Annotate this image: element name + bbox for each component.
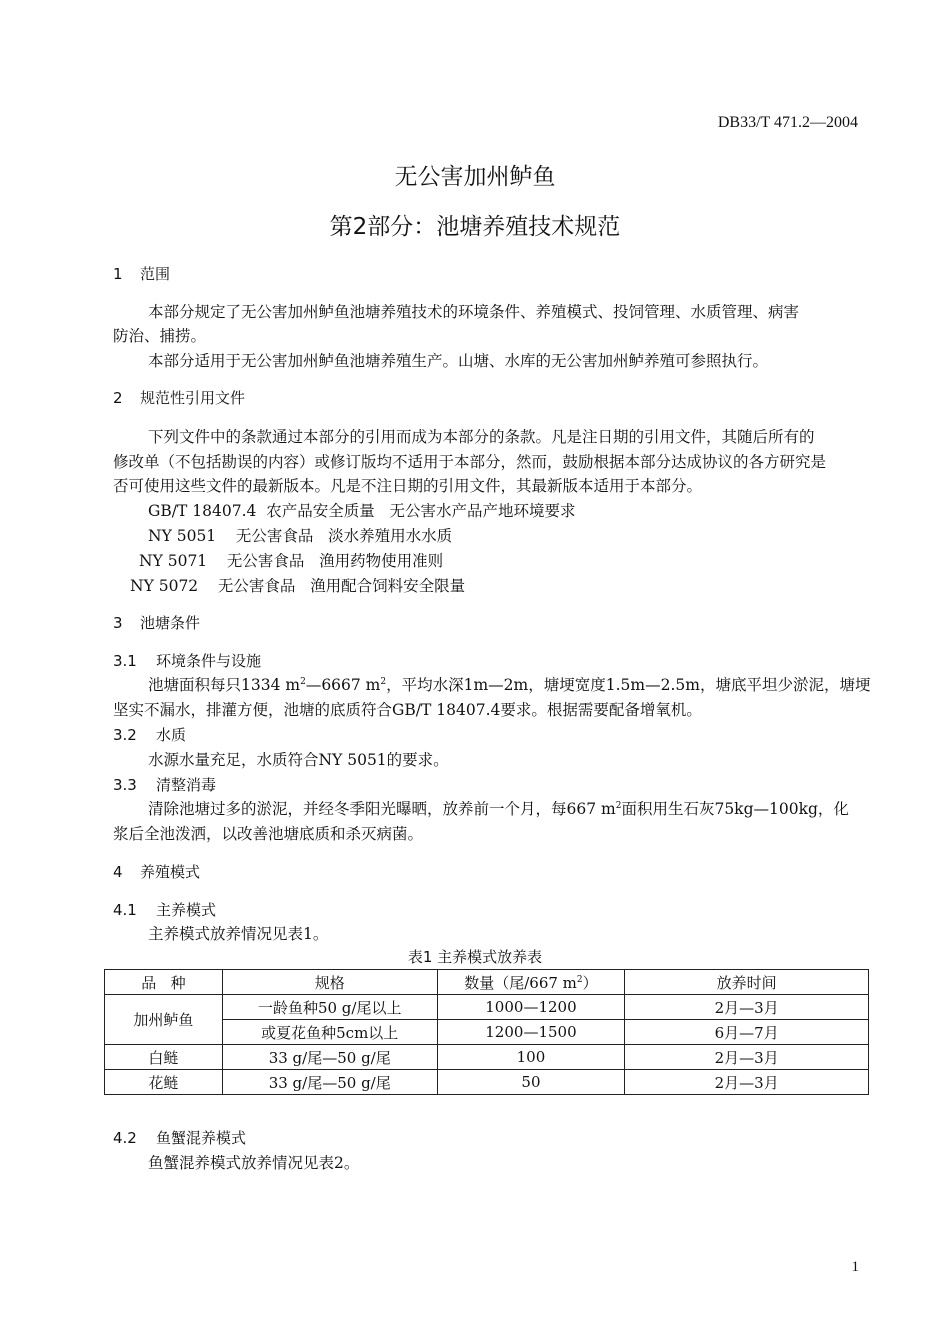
paragraph-line: 本部分规定了无公害加州鲈鱼池塘养殖技术的环境条件、养殖模式、投饲管理、水质管理、病害 [148, 303, 800, 321]
section-title: 范围 [140, 265, 171, 283]
section-4-heading [113, 861, 200, 882]
table-cell: 或夏花鱼种5cm以上 [222, 1020, 437, 1045]
subsection-title: 主养模式 [156, 901, 217, 919]
table-cell: 6月—7月 [625, 1020, 869, 1045]
subsection-title: 清整消毒 [156, 776, 217, 794]
subsection-3-3-heading [113, 774, 216, 795]
table-header-row [105, 970, 869, 995]
paragraph-line: 防治、捕捞。 [113, 327, 207, 345]
subsection-title: 鱼蟹混养模式 [156, 1129, 247, 1147]
text-run: 面积用生石灰75kg—100kg，化 [621, 800, 849, 818]
text-run: 数量（尾/667 m [464, 973, 577, 992]
reference-item: NY 5051 无公害食品 淡水养殖用水水质 [148, 527, 453, 545]
paragraph-line: 坚实不漏水，排灌方便，池塘的底质符合GB/T 18407.4要求。根据需要配备增氧机。 [113, 701, 702, 719]
table-header-cell [437, 970, 625, 995]
table-cell: 花鲢 [105, 1070, 223, 1095]
text-run: 清除池塘过多的淤泥，并经冬季阳光曝晒，放养前一个月，每667 m [148, 800, 616, 818]
table-cell: 1000—1200 [437, 995, 625, 1020]
table-1 [104, 969, 869, 1095]
section-title: 养殖模式 [140, 863, 201, 881]
table-cell: 100 [437, 1045, 625, 1070]
paragraph-line [148, 797, 849, 819]
superscript: 2 [615, 801, 622, 811]
table-cell: 33 g/尾—50 g/尾 [222, 1045, 437, 1070]
subsection-3-1-heading [113, 650, 261, 671]
table-cell: 加州鲈鱼 [105, 995, 223, 1045]
subsection-title: 环境条件与设施 [156, 652, 262, 670]
subsection-3-2-heading [113, 724, 186, 745]
reference-item: NY 5072 无公害食品 渔用配合饲料安全限量 [130, 577, 466, 595]
table-cell: 一龄鱼种50 g/尾以上 [222, 995, 437, 1020]
subsection-number: 4.1 [113, 901, 137, 919]
subsection-4-1-heading [113, 899, 216, 920]
paragraph-line: 本部分适用于无公害加州鲈鱼池塘养殖生产。山塘、水库的无公害加州鲈养殖可参照执行。 [148, 352, 769, 370]
paragraph-line: 下列文件中的条款通过本部分的引用而成为本部分的条款。凡是注日期的引用文件，其随后所有的 [148, 428, 815, 446]
table-header-cell: 放养时间 [625, 970, 869, 995]
table-1-title: 表1 主养模式放养表 [407, 948, 543, 966]
section-1-heading [113, 263, 170, 284]
superscript: 2 [380, 677, 387, 687]
subsection-number: 3.1 [113, 652, 137, 670]
paragraph-line: 修改单（不包括勘误的内容）或修订版均不适用于本部分，然而，鼓励根据本部分达成协议的各方研究是 [113, 453, 827, 471]
reference-item: GB/T 18407.4 农产品安全质量 无公害水产品产地环境要求 [148, 502, 576, 520]
document-title: 无公害加州鲈鱼 [394, 164, 556, 190]
reference-item: NY 5071 无公害食品 渔用药物使用准则 [139, 552, 444, 570]
paragraph-line: 水源水量充足，水质符合NY 5051的要求。 [148, 751, 449, 769]
superscript: 2 [576, 974, 583, 985]
table-cell: 33 g/尾—50 g/尾 [222, 1070, 437, 1095]
table-cell: 1200—1500 [437, 1020, 625, 1045]
table-cell: 2月—3月 [625, 1070, 869, 1095]
section-title: 池塘条件 [140, 614, 201, 632]
subsection-number: 3.3 [113, 776, 137, 794]
section-2-heading [113, 387, 245, 408]
subsection-title: 水质 [156, 726, 187, 744]
section-3-heading [113, 612, 200, 633]
document-number: DB33/T 471.2—2004 [717, 114, 858, 131]
table-cell: 2月—3月 [625, 1045, 869, 1070]
paragraph-line: 否可使用这些文件的最新版本。凡是不注日期的引用文件，其最新版本适用于本部分。 [113, 477, 703, 495]
text-run: ，平均水深1m—2m，塘埂宽度1.5m—2.5m，塘底平坦少淤泥，塘埂 [386, 676, 871, 694]
table-cell: 50 [437, 1070, 625, 1095]
document-subtitle: 第2部分：池塘养殖技术规范 [329, 214, 621, 240]
section-number: 1 [113, 265, 123, 283]
text-run: 池塘面积每只1334 m [148, 676, 301, 694]
text-run: —6667 m [305, 676, 381, 694]
table-row [105, 1070, 869, 1095]
table-row [105, 1045, 869, 1070]
section-title: 规范性引用文件 [140, 389, 246, 407]
text-run: ） [582, 973, 598, 992]
table-cell: 2月—3月 [625, 995, 869, 1020]
table-cell: 白鲢 [105, 1045, 223, 1070]
section-number: 4 [113, 863, 123, 881]
subsection-number: 4.2 [113, 1129, 137, 1147]
section-number: 3 [113, 614, 123, 632]
subsection-4-2-heading [113, 1127, 246, 1148]
table-header-cell: 品 种 [105, 970, 223, 995]
paragraph-line: 主养模式放养情况见表1。 [148, 925, 329, 943]
page-number: 1 [851, 1259, 859, 1275]
section-number: 2 [113, 389, 123, 407]
subsection-number: 3.2 [113, 726, 137, 744]
superscript: 2 [300, 677, 306, 687]
paragraph-line: 浆后全池泼洒，以改善池塘底质和杀灭病菌。 [113, 825, 424, 843]
paragraph-line [148, 673, 870, 695]
paragraph-line: 鱼蟹混养模式放养情况见表2。 [148, 1154, 360, 1172]
table-header-cell: 规格 [222, 970, 437, 995]
table-row [105, 995, 869, 1020]
